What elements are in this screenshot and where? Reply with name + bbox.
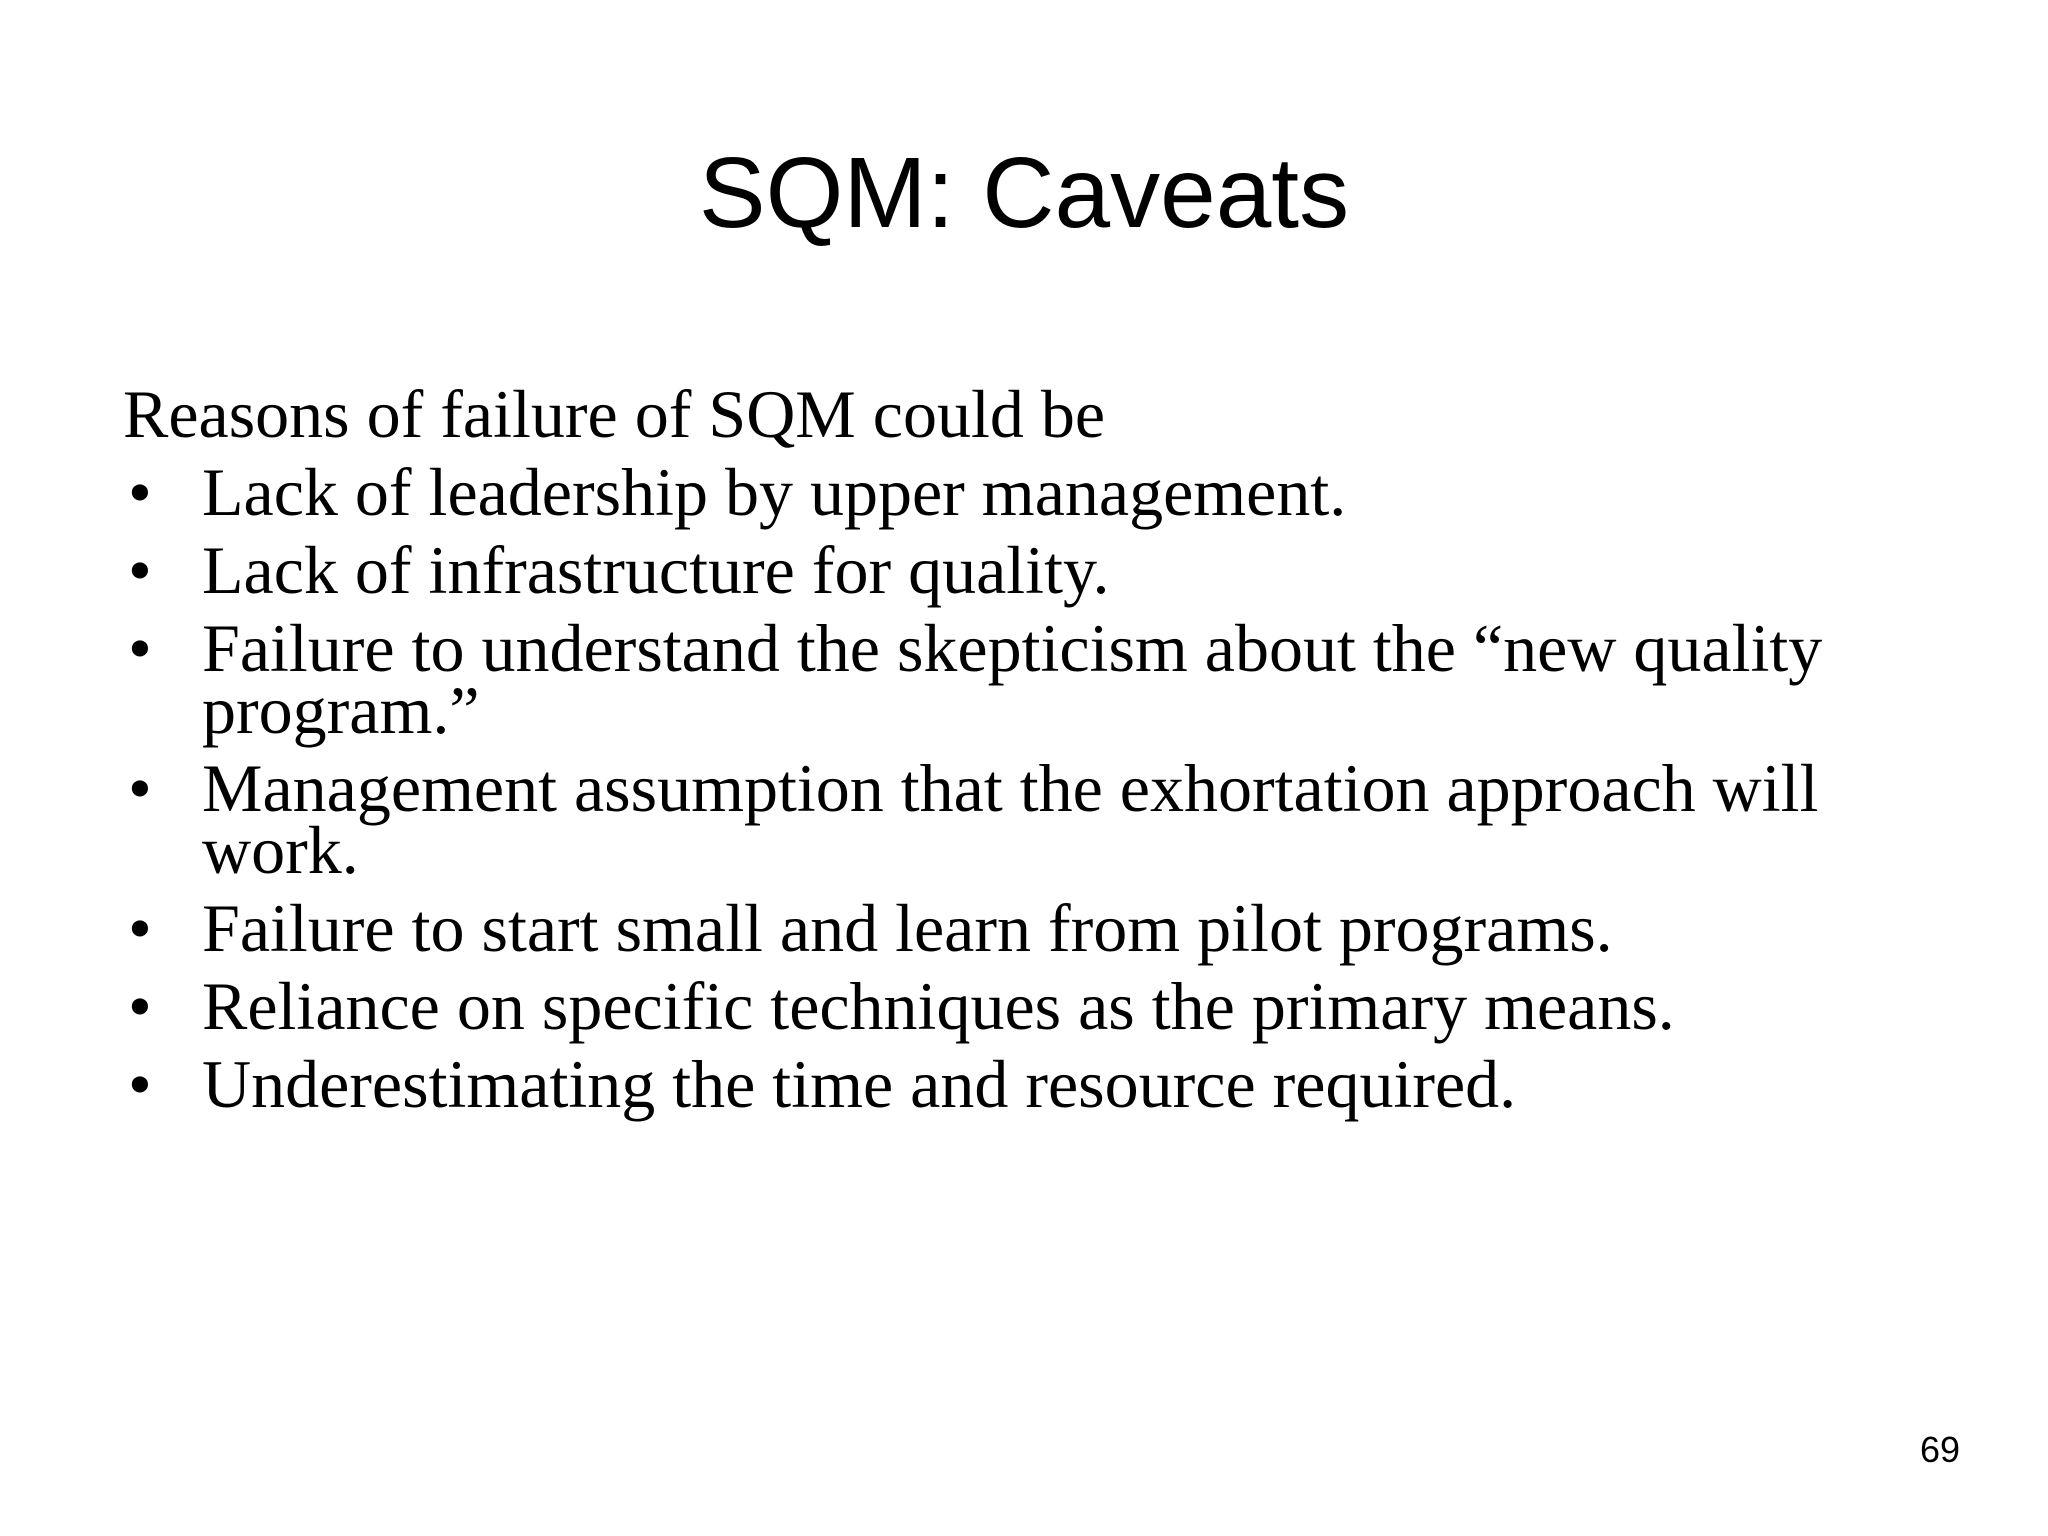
- list-item: [123, 749, 1843, 889]
- page-number: 69: [1919, 1429, 1960, 1470]
- slide-body: [123, 375, 1843, 1123]
- list-item: [123, 531, 1843, 609]
- list-item: [123, 453, 1843, 531]
- bullet-text: Lack of leadership by upper management.: [202, 454, 1347, 530]
- list-item: [123, 889, 1843, 967]
- bullet-icon: •: [128, 750, 152, 826]
- bullet-icon: •: [128, 1046, 152, 1122]
- bullet-text: Failure to understand the skepticism about the “new quality program.”: [202, 610, 1823, 748]
- bullet-icon: •: [128, 968, 152, 1044]
- list-item: [123, 967, 1843, 1045]
- bullet-icon: •: [128, 532, 152, 608]
- bullet-text: Underestimating the time and resource required.: [202, 1046, 1517, 1122]
- bullet-text: Failure to start small and learn from pilot programs.: [202, 890, 1613, 966]
- slide-title: SQM: Caveats: [698, 137, 1350, 249]
- intro-text: Reasons of failure of SQM could be: [123, 376, 1106, 452]
- bullet-text: Lack of infrastructure for quality.: [202, 532, 1110, 608]
- bullet-icon: •: [128, 890, 152, 966]
- bullet-text: Reliance on specific techniques as the primary means.: [202, 968, 1675, 1044]
- bullet-text: Management assumption that the exhortation approach will work.: [202, 750, 1819, 888]
- bullet-icon: •: [128, 454, 152, 530]
- bullet-list: [123, 453, 1843, 1123]
- list-item: [123, 609, 1843, 749]
- bullet-icon: •: [128, 610, 152, 686]
- list-item: [123, 1045, 1843, 1123]
